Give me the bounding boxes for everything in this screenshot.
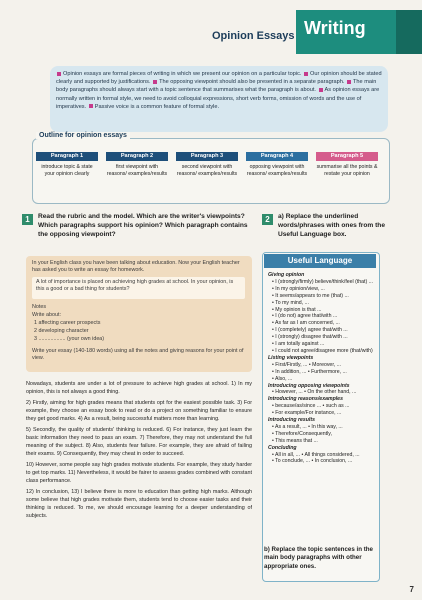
list-item: • In my opinion/view, ... xyxy=(272,285,325,292)
notes-label: Notes xyxy=(32,304,47,310)
paragraph-text: first viewpoint with reasons/ examples/results xyxy=(106,164,168,177)
list-item: • I (strongly/firmly) believe/think/feel (that) ... xyxy=(272,278,373,285)
bullet-square-icon xyxy=(57,72,61,76)
task-2-text: a) Replace the underlined words/phrases with ones from the Useful Language box. xyxy=(278,213,385,238)
list-item: • Therefore/Consequently, xyxy=(272,430,332,437)
paragraph-header: Paragraph 1 xyxy=(36,152,98,161)
giving-opinion-heading: Giving opinion xyxy=(268,272,305,278)
list-item: • First/Firstly, ... • Moreover, ... xyxy=(272,361,341,368)
section-title: Opinion Essays xyxy=(212,30,295,42)
rubric-quote-box xyxy=(32,277,245,299)
list-item: • This means that ... xyxy=(272,437,318,444)
note-1: 1 affecting career prospects xyxy=(34,320,101,326)
bullet-square-icon xyxy=(347,80,351,84)
task-2-number: 2 xyxy=(262,214,273,225)
bullet-square-icon xyxy=(304,72,308,76)
write-about: Write about: xyxy=(32,312,61,318)
list-item: • I could not agree/disagree more (that/with) xyxy=(272,347,373,354)
model-paragraph-e: 12) In conclusion, 13) I believe there is more to education than getting high marks. Although some believe that high grades motivate them, students tend to choose easier tasks and their thinking is reduced. To me, we should encourage learning for a deeper understanding of subjects. xyxy=(26,489,252,519)
list-item: • As a result, ... • In this way, ... xyxy=(272,423,343,430)
intro-sentence-1: Opinion essays are formal pieces of writing in which we present our opinion on a particular topic. xyxy=(63,71,302,77)
bullet-square-icon xyxy=(153,80,157,84)
intro-box xyxy=(50,66,388,132)
model-paragraph-b: 2) Firstly, aiming for high grades means that students opt for the easiest possible task. 3) For example, they choose an essay book to read or do a project on something familiar to ensure they get good marks. 4) As a result, being successful matters more than learning. xyxy=(26,400,252,422)
model-paragraph-c: 5) Secondly, the quality of students' thinking is reduced. 6) For instance, they just learn the basic information they need to pass an exam. 7) Therefore, they may not understand the full meaning of the subject. 8) Also, students fear failure. For example, they are afraid of failing their exams. 9) Consequently, they may cheat in order to succeed. xyxy=(26,427,252,457)
list-item: • I am totally against ... xyxy=(272,341,325,348)
paragraph-text: introduce topic & state your opinion clearly xyxy=(41,164,93,177)
rubric-instruction: Write your essay (140-180 words) using all the notes and giving reasons for your point of view. xyxy=(32,348,244,362)
paragraph-text: summarise all the points & restate your opinion xyxy=(316,164,378,177)
list-item: • As far as I am concerned, ... xyxy=(272,320,340,327)
intro-sentence-6: Passive voice is a common feature of formal style. xyxy=(94,103,220,110)
intro-sentence-4: The main body paragraphs should always start with a topic sentence that summarises what the paragraph is about. xyxy=(56,79,377,94)
writing-tab xyxy=(296,10,422,54)
paragraph-text: second viewpoint with reasons/ examples/results xyxy=(176,164,238,177)
intro-sentence-2: Our opinion should be stated clearly and supported by justifications. xyxy=(56,71,382,86)
note-2: 2 developing character xyxy=(34,328,89,334)
outline-paragraph-4 xyxy=(246,152,308,178)
model-paragraph-d: 10) However, some people say high grades motivate students. For example, they study harder to get top marks. 11) Nevertheless, it would be fairer to assess grades combined with constant class performance. xyxy=(26,462,252,484)
useful-language-title: Useful Language xyxy=(264,254,376,268)
bullet-square-icon xyxy=(89,104,93,108)
list-item: • My opinion is that ... xyxy=(272,306,322,313)
outline-label: Outline for opinion essays xyxy=(36,132,130,139)
results-heading: Introducing results xyxy=(268,417,315,424)
list-item: • I (completely) agree that/with ... xyxy=(272,327,348,334)
outline-paragraph-1 xyxy=(36,152,98,178)
list-item: • In addition, ... • Furthermore, ... xyxy=(272,368,347,375)
paragraph-text: opposing viewpoint with reasons/ examples/results xyxy=(246,164,308,177)
paragraph-header: Paragraph 5 xyxy=(316,152,378,161)
useful-language-content xyxy=(268,272,376,465)
paragraph-header: Paragraph 2 xyxy=(106,152,168,161)
list-item: • because/as/since ... • such as ... xyxy=(272,403,350,410)
list-item: • I (strongly) disagree that/with ... xyxy=(272,334,348,341)
intro-sentence-5: As opinion essays are normally written in formal style, we need to avoid colloquial expressions, short verb forms, omission of words and the use of imperatives. xyxy=(56,87,380,110)
note-3: 3 .................. (your own idea) xyxy=(34,336,105,342)
intro-sentence-3: The opposing viewpoint should also be presented in a separate paragraph. xyxy=(159,79,345,86)
list-item: • All in all, ... • All things considered, ... xyxy=(272,451,360,458)
rubric-quote: A lot of importance is placed on achieving high grades at school. In your opinion, is this a good or a bad thing for students? xyxy=(36,279,234,293)
list-item: • I (do not) agree that/with ... xyxy=(272,313,338,320)
list-item: • However, ... • On the other hand, ... xyxy=(272,389,357,396)
outline-paragraph-3 xyxy=(176,152,238,178)
reasons-heading: Introducing reasons/examples xyxy=(268,396,343,403)
listing-heading: Listing viewpoints xyxy=(268,354,314,361)
rubric-box xyxy=(26,256,252,372)
tab-stripe xyxy=(396,10,422,54)
list-item: • Also, ... xyxy=(272,375,293,382)
task-1-text: Read the rubric and the model. Which are the writer's viewpoints? Which paragraphs support his opinion? Which paragraph contains the opposing viewpoint? xyxy=(38,213,248,238)
model-paragraph-a: Nowadays, students are under a lot of pressure to achieve high grades at school. 1) In my opinion, this is not always a good thing. xyxy=(26,381,252,395)
bullet-square-icon xyxy=(319,88,323,92)
paragraph-header: Paragraph 4 xyxy=(246,152,308,161)
writing-tab-label: Writing xyxy=(304,18,366,38)
task-1-number: 1 xyxy=(22,214,33,225)
rubric-intro: In your English class you have been talking about education. Now your English teacher has asked you to write an essay for homework. xyxy=(32,260,240,274)
page-number: 7 xyxy=(409,585,414,594)
list-item: • For example/For instance, ... xyxy=(272,410,342,417)
outline-paragraph-5 xyxy=(316,152,378,178)
paragraph-header: Paragraph 3 xyxy=(176,152,238,161)
concluding-heading: Concluding xyxy=(268,444,297,451)
list-item: • It seems/appears to me (that) ... xyxy=(272,292,349,299)
list-item: • To conclude, ... • In conclusion, ... xyxy=(272,458,353,465)
task-2b-text: b) Replace the topic sentences in the main body paragraphs with other appropriate ones. xyxy=(264,546,373,570)
list-item: • To my mind, ... xyxy=(272,299,309,306)
opposing-heading: Introducing opposing viewpoints xyxy=(268,382,350,389)
model-essay xyxy=(26,380,252,520)
outline-paragraph-2 xyxy=(106,152,168,178)
